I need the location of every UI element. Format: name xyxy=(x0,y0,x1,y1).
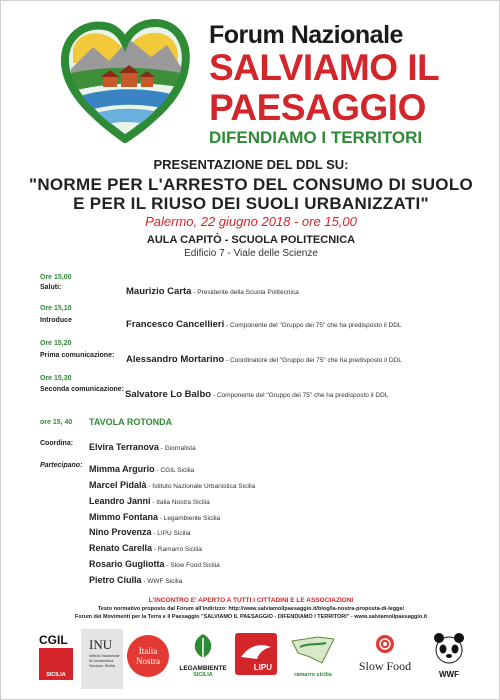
participant-role: - WWF Sicilia xyxy=(141,578,183,585)
round-table-title: TAVOLA ROTONDA xyxy=(89,417,173,427)
subtitle: DIFENDIAMO I TERRITORI xyxy=(209,128,423,147)
italia-nostra-logo: Italia Nostra xyxy=(127,629,171,689)
event-venue: AULA CAPITÒ - SCUOLA POLITECNICA xyxy=(146,234,356,246)
participant-name: Mimma Argurio xyxy=(89,464,155,474)
participant-name: Marcel Pidalà xyxy=(89,480,147,490)
footer-forum-info: Forum dei Movimenti per la Terra e il Paesaggio "SALVIAMO IL PAESAGGIO - DIFENDIAMO I TERRITORI" - www.salviamoilpaesaggio.it xyxy=(74,614,428,620)
slow-food-logo: Slow Food xyxy=(345,629,425,689)
panda-icon xyxy=(432,631,466,665)
speaker-role: - Presidente della Scuola Politecnica xyxy=(191,289,299,296)
round-table-time: ore 15, 40 xyxy=(40,419,73,426)
participant xyxy=(89,570,182,588)
participant-name: Renato Carella xyxy=(89,543,153,553)
inu-logo: INU Istituto Nazionale di Urbanistica Sezione Sicilia xyxy=(81,629,123,689)
participant-name: Leandro Janni xyxy=(89,496,151,506)
participant-role: - LIPU Sicilia xyxy=(151,530,191,537)
program-time: Ore 15,20 xyxy=(40,340,72,347)
participant-role: - Ramarro Sicilia xyxy=(152,546,202,553)
program-label: Seconda comunicazione: xyxy=(40,386,125,393)
open-to-all-note: L'INCONTRO E' APERTO A TUTTI I CITTADINI E LE ASSOCIAZIONI xyxy=(148,597,354,604)
speaker-name: Salvatore Lo Balbo xyxy=(125,389,212,400)
coordinator xyxy=(89,437,196,455)
title-line-1: SALVIAMO IL xyxy=(209,47,440,88)
participant-role: - CGIL Sicilia xyxy=(154,467,195,474)
event-date-time: Palermo, 22 giugno 2018 - ore 15,00 xyxy=(145,214,357,229)
wwf-logo: WWF xyxy=(429,629,469,689)
program-label: Prima comunicazione: xyxy=(40,352,115,359)
participant-role: - Italia Nostra Sicilia xyxy=(150,499,210,506)
participant-name: Nino Provenza xyxy=(89,527,152,537)
coordinator-label: Coordina: xyxy=(40,440,74,447)
coordinator-role: - Giornalista xyxy=(158,445,196,452)
partner-logos xyxy=(29,629,479,689)
sicily-map-icon xyxy=(288,633,338,667)
program-time: Ore 15,30 xyxy=(40,375,72,382)
speaker-name: Francesco Cancellieri xyxy=(126,319,225,330)
program-time: Ore 15,10 xyxy=(40,305,72,312)
speaker-role: - Coordinatore del "Gruppo dei 75" che ha predisposto il DDL xyxy=(224,357,402,364)
presentation-heading: PRESENTAZIONE DEL DDL SU: xyxy=(153,157,349,172)
participant-role: - Istituto Nazionale Urbanistica Sicilia xyxy=(146,483,256,490)
speaker-name: Maurizio Carta xyxy=(126,286,192,297)
leaf-icon xyxy=(190,632,216,660)
speaker-name: Alessandro Mortarino xyxy=(126,354,225,365)
participants-label: Partecipano: xyxy=(40,462,83,469)
ddl-title-line-2: E PER IL RIUSO DEI SUOLI URBANIZZATI" xyxy=(73,194,429,213)
title-line-2: PAESAGGIO xyxy=(209,87,426,128)
event-venue-detail: Edificio 7 - Viale delle Scienze xyxy=(184,248,318,259)
ddl-title-line-1: "NORME PER L'ARRESTO DEL CONSUMO DI SUOLO xyxy=(28,175,474,194)
participant-name: Pietro Ciulla xyxy=(89,575,142,585)
speaker-role: - Componente del "Gruppo dei 75" che ha predisposto il DDL xyxy=(211,392,389,399)
ramarro-logo: ramarro sicilia xyxy=(285,629,341,689)
program-time: Ore 15,00 xyxy=(40,274,72,281)
org-name: Forum Nazionale xyxy=(209,21,403,49)
lipu-logo: LIPU xyxy=(235,629,281,689)
bird-icon xyxy=(235,635,277,665)
participant-name: Mimmo Fontana xyxy=(89,512,158,522)
program-label: Saluti: xyxy=(40,284,62,291)
speaker-role: - Componente del "Gruppo dei 75" che ha predisposto il DDL xyxy=(224,322,402,329)
footer-proposal-link[interactable]: Testo normativo proposto dal Forum all'indirizzo: http://www.salviamoilpaesaggio.it/blog/la-nostra-proposta-di-legge/ xyxy=(97,606,405,612)
heart-landscape-logo xyxy=(59,15,191,143)
cgil-logo: CGIL SICILIA xyxy=(39,629,73,689)
participant-name: Rosario Gugliotta xyxy=(89,559,165,569)
program-label: Introduce xyxy=(40,317,72,324)
participant-role: - Legambiente Sicilia xyxy=(158,515,221,522)
participant-role: - Slow Food Sicilia xyxy=(164,562,220,569)
coordinator-name: Elvira Terranova xyxy=(89,442,159,452)
snail-icon xyxy=(373,632,397,654)
legambiente-logo: LEGAMBIENTE SICILIA xyxy=(175,629,231,689)
